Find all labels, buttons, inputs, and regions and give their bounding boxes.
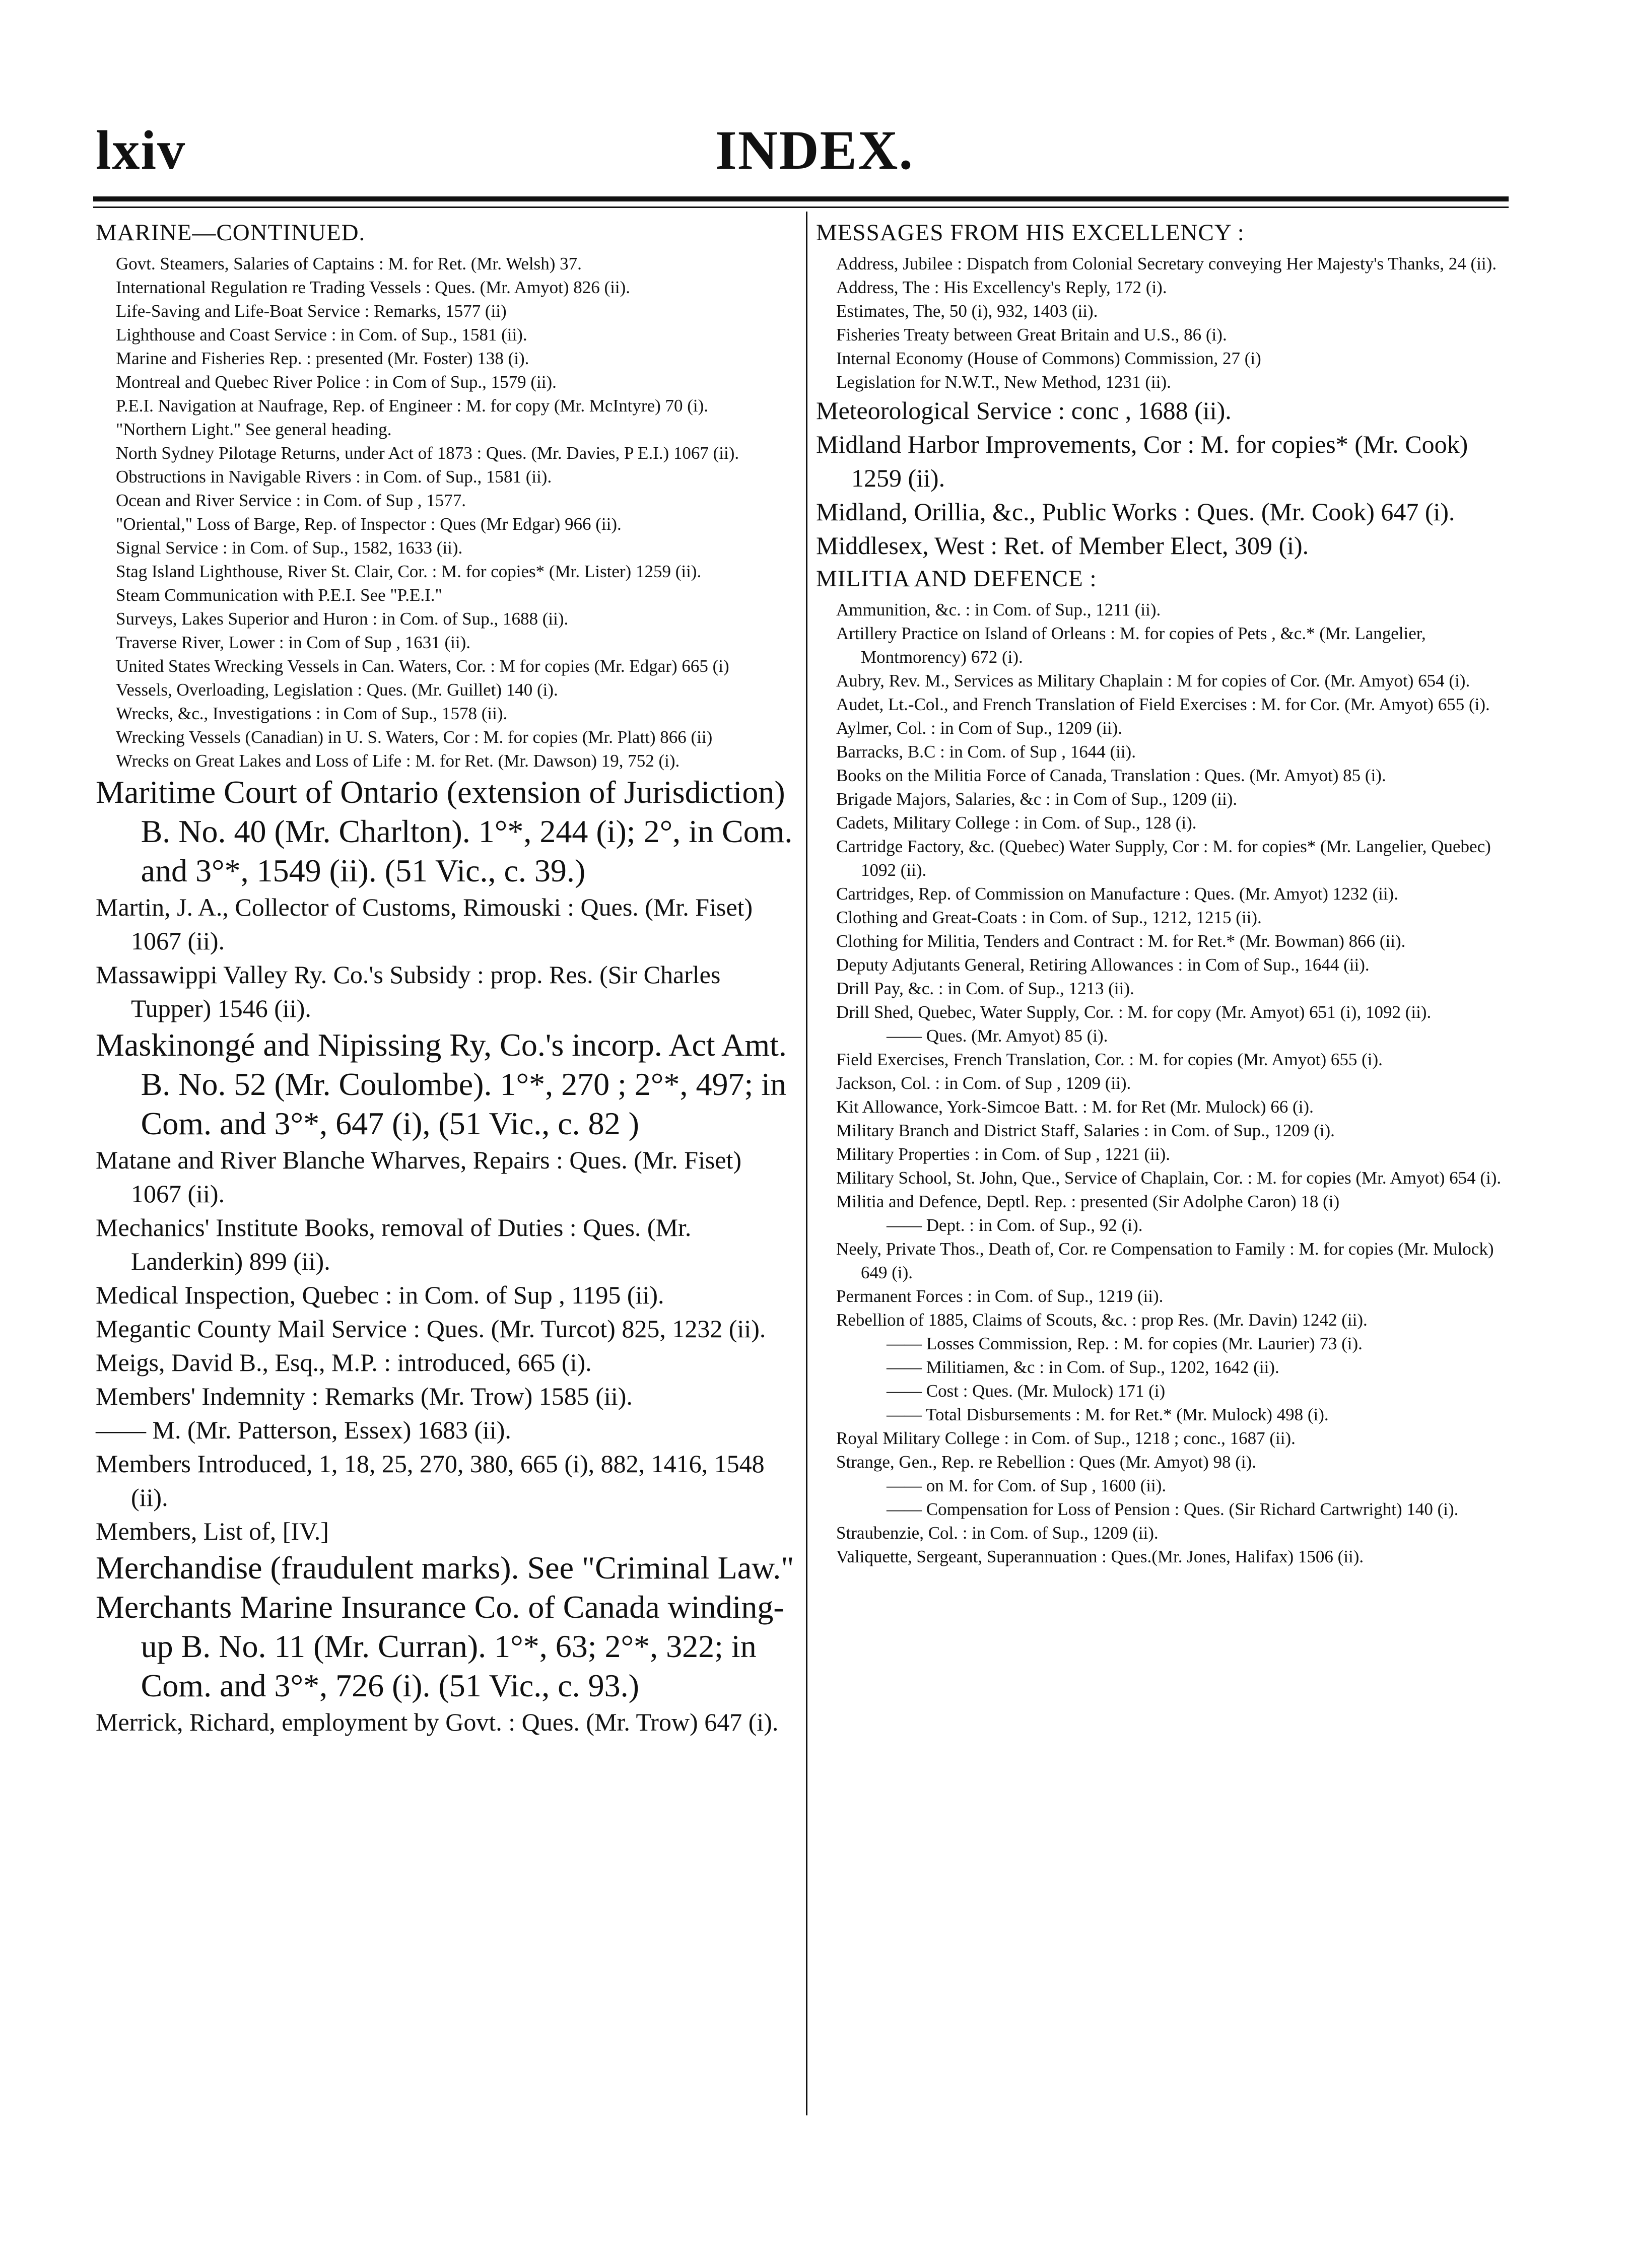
right-column-entry: MILITIA AND DEFENCE : xyxy=(816,566,1097,592)
left-column-entry: "Northern Light." See general heading. xyxy=(116,420,392,439)
right-column-entry: —— Total Disbursements : M. for Ret.* (Mr. Mulock) 498 (i). xyxy=(887,1405,1329,1424)
right-column-entry: —— Losses Commission, Rep. : M. for copies (Mr. Laurier) 73 (i). xyxy=(887,1334,1363,1353)
left-column-entry: Lighthouse and Coast Service : in Com. of Sup., 1581 (ii). xyxy=(116,325,527,345)
column-divider xyxy=(806,212,807,2115)
right-column-entry: Legislation for N.W.T., New Method, 1231 (ii). xyxy=(836,372,1171,392)
page-title: INDEX. xyxy=(715,119,914,181)
right-column-entry: Field Exercises, French Translation, Cor. : M. for copies (Mr. Amyot) 655 (i). xyxy=(836,1050,1383,1069)
left-column-entry: United States Wrecking Vessels in Can. Waters, Cor. : M for copies (Mr. Edgar) 665 (i) xyxy=(116,656,729,676)
right-column-entry: Address, The : His Excellency's Reply, 172 (i). xyxy=(836,278,1167,297)
left-column-entry: Life-Saving and Life-Boat Service : Remarks, 1577 (ii) xyxy=(116,301,507,321)
right-column-entry: —— on M. for Com. of Sup , 1600 (ii). xyxy=(887,1476,1167,1495)
right-column-entry: Valiquette, Sergeant, Superannuation : Ques.(Mr. Jones, Halifax) 1506 (ii). xyxy=(836,1547,1364,1566)
left-column-entry: Maskinongé and Nipissing Ry, Co.'s incorp. Act Amt. B. No. 52 (Mr. Coulombe). 1°*, 270 ; 2°*, 497; in Com. and 3°*, 647 (i), (51 Vic., c. 82 ) xyxy=(96,1027,787,1141)
right-column-entry: Artillery Practice on Island of Orleans : M. for copies of Pets , &c.* (Mr. Langelier, Montmorency) 672 (i). xyxy=(836,624,1426,667)
left-column-entry: Merrick, Richard, employment by Govt. : Ques. (Mr. Trow) 647 (i). xyxy=(96,1708,779,1736)
right-column-entry: —— Compensation for Loss of Pension : Ques. (Sir Richard Cartwright) 140 (i). xyxy=(887,1499,1459,1519)
left-column-entry: Members' Indemnity : Remarks (Mr. Trow) 1585 (ii). xyxy=(96,1382,633,1410)
left-column-entry: Surveys, Lakes Superior and Huron : in Com. of Sup., 1688 (ii). xyxy=(116,609,569,629)
left-column-entry: —— M. (Mr. Patterson, Essex) 1683 (ii). xyxy=(96,1416,511,1444)
right-column-entry: Middlesex, West : Ret. of Member Elect, 309 (i). xyxy=(816,531,1309,560)
right-column-entry: Deputy Adjutants General, Retiring Allowances : in Com of Sup., 1644 (ii). xyxy=(836,955,1370,975)
right-column-entry: —— Cost : Ques. (Mr. Mulock) 171 (i) xyxy=(887,1381,1166,1401)
left-column-entry: Meigs, David B., Esq., M.P. : introduced, 665 (i). xyxy=(96,1348,592,1377)
left-column-entry: Wrecking Vessels (Canadian) in U. S. Waters, Cor : M. for copies (Mr. Platt) 866 (ii) xyxy=(116,727,713,747)
right-column-entry: Brigade Majors, Salaries, &c : in Com of Sup., 1209 (ii). xyxy=(836,789,1238,809)
left-column-entry: Mechanics' Institute Books, removal of Duties : Ques. (Mr. Landerkin) 899 (ii). xyxy=(96,1213,692,1275)
right-column-entry: Military School, St. John, Que., Service of Chaplain, Cor. : M. for copies (Mr. Amyot) 654 (i). xyxy=(836,1168,1502,1188)
right-column-entry: Straubenzie, Col. : in Com. of Sup., 1209 (ii). xyxy=(836,1523,1159,1543)
right-column-entry: Drill Shed, Quebec, Water Supply, Cor. : M. for copy (Mr. Amyot) 651 (i), 1092 (ii). xyxy=(836,1002,1432,1022)
left-column-entry: Obstructions in Navigable Rivers : in Com. of Sup., 1581 (ii). xyxy=(116,467,552,487)
right-column-entry: Clothing for Militia, Tenders and Contract : M. for Ret.* (Mr. Bowman) 866 (ii). xyxy=(836,931,1406,951)
left-column-entry: Maritime Court of Ontario (extension of Jurisdiction) B. No. 40 (Mr. Charlton). 1°*, 244 (i); 2°, in Com. and 3°*, 1549 (ii). (51 Vic., c. 39.) xyxy=(96,774,793,888)
left-column-entry: Ocean and River Service : in Com. of Sup , 1577. xyxy=(116,491,466,510)
left-column-entry: Signal Service : in Com. of Sup., 1582, 1633 (ii). xyxy=(116,538,463,558)
right-column-entry: Audet, Lt.-Col., and French Translation of Field Exercises : M. for Cor. (Mr. Amyot) 655 (i). xyxy=(836,695,1490,714)
right-column-entry: Neely, Private Thos., Death of, Cor. re Compensation to Family : M. for copies (Mr. Mulock) 649 (i). xyxy=(836,1239,1494,1282)
left-column-entry: "Oriental," Loss of Barge, Rep. of Inspector : Ques (Mr Edgar) 966 (ii). xyxy=(116,514,622,534)
left-column-entry: Traverse River, Lower : in Com of Sup , 1631 (ii). xyxy=(116,633,471,652)
left-column-entry: Merchants Marine Insurance Co. of Canada winding-up B. No. 11 (Mr. Curran). 1°*, 63; 2°*, 322; in Com. and 3°*, 726 (i). (51 Vic., c. 93.) xyxy=(96,1589,784,1703)
right-column-entry: Drill Pay, &c. : in Com. of Sup., 1213 (ii). xyxy=(836,979,1134,998)
right-column-entry: Books on the Militia Force of Canada, Translation : Ques. (Mr. Amyot) 85 (i). xyxy=(836,766,1386,785)
left-column-entry: Marine and Fisheries Rep. : presented (Mr. Foster) 138 (i). xyxy=(116,349,529,368)
right-column-entry: —— Dept. : in Com. of Sup., 92 (i). xyxy=(887,1215,1143,1235)
left-column-entry: Merchandise (fraudulent marks). See "Criminal Law." xyxy=(96,1550,794,1586)
right-column-entry: Rebellion of 1885, Claims of Scouts, &c. : prop Res. (Mr. Davin) 1242 (ii). xyxy=(836,1310,1368,1330)
header-rule-thin xyxy=(93,207,1509,208)
left-column-entry: P.E.I. Navigation at Naufrage, Rep. of Engineer : M. for copy (Mr. McIntyre) 70 (i). xyxy=(116,396,709,416)
right-column-entry: Internal Economy (House of Commons) Commission, 27 (i) xyxy=(836,349,1261,368)
right-column-entry: Ammunition, &c. : in Com. of Sup., 1211 (ii). xyxy=(836,600,1161,620)
right-column-entry: Aylmer, Col. : in Com of Sup., 1209 (ii). xyxy=(836,718,1123,738)
right-column-entry: Cartridge Factory, &c. (Quebec) Water Supply, Cor : M. for copies* (Mr. Langelier, Quebec) 1092 (ii). xyxy=(836,837,1491,880)
left-column-entry: International Regulation re Trading Vessels : Ques. (Mr. Amyot) 826 (ii). xyxy=(116,278,631,297)
right-column-entry: Military Properties : in Com. of Sup , 1221 (ii). xyxy=(836,1144,1171,1164)
left-column xyxy=(96,217,796,1739)
header-rule xyxy=(93,196,1509,201)
right-column-entry: Kit Allowance, York-Simcoe Batt. : M. for Ret (Mr. Mulock) 66 (i). xyxy=(836,1097,1314,1117)
right-column-entry: Clothing and Great-Coats : in Com. of Sup., 1212, 1215 (ii). xyxy=(836,908,1262,927)
right-column-entry: —— Militiamen, &c : in Com. of Sup., 1202, 1642 (ii). xyxy=(887,1357,1279,1377)
right-column-entry: —— Ques. (Mr. Amyot) 85 (i). xyxy=(887,1026,1108,1046)
left-column-entry: Matane and River Blanche Wharves, Repairs : Ques. (Mr. Fiset) 1067 (ii). xyxy=(96,1146,742,1208)
left-column-entry: Medical Inspection, Quebec : in Com. of Sup , 1195 (ii). xyxy=(96,1281,664,1309)
right-column-entry: MESSAGES FROM HIS EXCELLENCY : xyxy=(816,220,1245,246)
right-column xyxy=(816,217,1509,1568)
page-header xyxy=(96,108,1506,199)
left-column-entry: Megantic County Mail Service : Ques. (Mr. Turcot) 825, 1232 (ii). xyxy=(96,1315,766,1343)
left-column-entry: Massawippi Valley Ry. Co.'s Subsidy : prop. Res. (Sir Charles Tupper) 1546 (ii). xyxy=(96,960,721,1022)
left-column-entry: Stag Island Lighthouse, River St. Clair, Cor. : M. for copies* (Mr. Lister) 1259 (ii). xyxy=(116,562,702,581)
left-column-entry: Martin, J. A., Collector of Customs, Rimouski : Ques. (Mr. Fiset) 1067 (ii). xyxy=(96,893,753,955)
right-column-entry: Meteorological Service : conc , 1688 (ii). xyxy=(816,396,1232,425)
left-column-entry: MARINE—CONTINUED. xyxy=(96,220,366,246)
right-column-entry: Permanent Forces : in Com. of Sup., 1219 (ii). xyxy=(836,1286,1164,1306)
left-column-entry: Wrecks on Great Lakes and Loss of Life : M. for Ret. (Mr. Dawson) 19, 752 (i). xyxy=(116,751,680,771)
right-column-entry: Militia and Defence, Deptl. Rep. : presented (Sir Adolphe Caron) 18 (i) xyxy=(836,1192,1340,1211)
right-column-entry: Estimates, The, 50 (i), 932, 1403 (ii). xyxy=(836,301,1098,321)
right-column-entry: Military Branch and District Staff, Salaries : in Com. of Sup., 1209 (i). xyxy=(836,1121,1335,1140)
right-column-entry: Midland Harbor Improvements, Cor : M. for copies* (Mr. Cook) 1259 (ii). xyxy=(816,430,1468,492)
left-column-entry: Wrecks, &c., Investigations : in Com of Sup., 1578 (ii). xyxy=(116,704,508,723)
left-column-entry: Steam Communication with P.E.I. See "P.E.I." xyxy=(116,585,442,605)
page-number: lxiv xyxy=(96,119,186,181)
left-column-entry: Members Introduced, 1, 18, 25, 270, 380, 665 (i), 882, 1416, 1548 (ii). xyxy=(96,1450,765,1511)
right-column-entry: Fisheries Treaty between Great Britain and U.S., 86 (i). xyxy=(836,325,1227,345)
left-column-entry: Govt. Steamers, Salaries of Captains : M. for Ret. (Mr. Welsh) 37. xyxy=(116,254,582,273)
right-column-entry: Aubry, Rev. M., Services as Military Chaplain : M for copies of Cor. (Mr. Amyot) 654 (i). xyxy=(836,671,1470,691)
left-column-entry: North Sydney Pilotage Returns, under Act of 1873 : Ques. (Mr. Davies, P E.I.) 1067 (ii). xyxy=(116,443,739,463)
right-column-entry: Strange, Gen., Rep. re Rebellion : Ques (Mr. Amyot) 98 (i). xyxy=(836,1452,1257,1472)
left-column-entry: Members, List of, [IV.] xyxy=(96,1517,329,1545)
right-column-entry: Barracks, B.C : in Com. of Sup , 1644 (ii). xyxy=(836,742,1136,762)
right-column-entry: Cadets, Military College : in Com. of Sup., 128 (i). xyxy=(836,813,1197,833)
right-column-entry: Jackson, Col. : in Com. of Sup , 1209 (ii). xyxy=(836,1073,1131,1093)
left-column-entry: Vessels, Overloading, Legislation : Ques. (Mr. Guillet) 140 (i). xyxy=(116,680,558,700)
right-column-entry: Address, Jubilee : Dispatch from Colonial Secretary conveying Her Majesty's Thanks, 24 (ii). xyxy=(836,254,1497,273)
right-column-entry: Cartridges, Rep. of Commission on Manufacture : Ques. (Mr. Amyot) 1232 (ii). xyxy=(836,884,1398,904)
left-column-entry: Montreal and Quebec River Police : in Com of Sup., 1579 (ii). xyxy=(116,372,557,392)
right-column-entry: Midland, Orillia, &c., Public Works : Ques. (Mr. Cook) 647 (i). xyxy=(816,498,1455,526)
right-column-entry: Royal Military College : in Com. of Sup., 1218 ; conc., 1687 (ii). xyxy=(836,1428,1296,1448)
